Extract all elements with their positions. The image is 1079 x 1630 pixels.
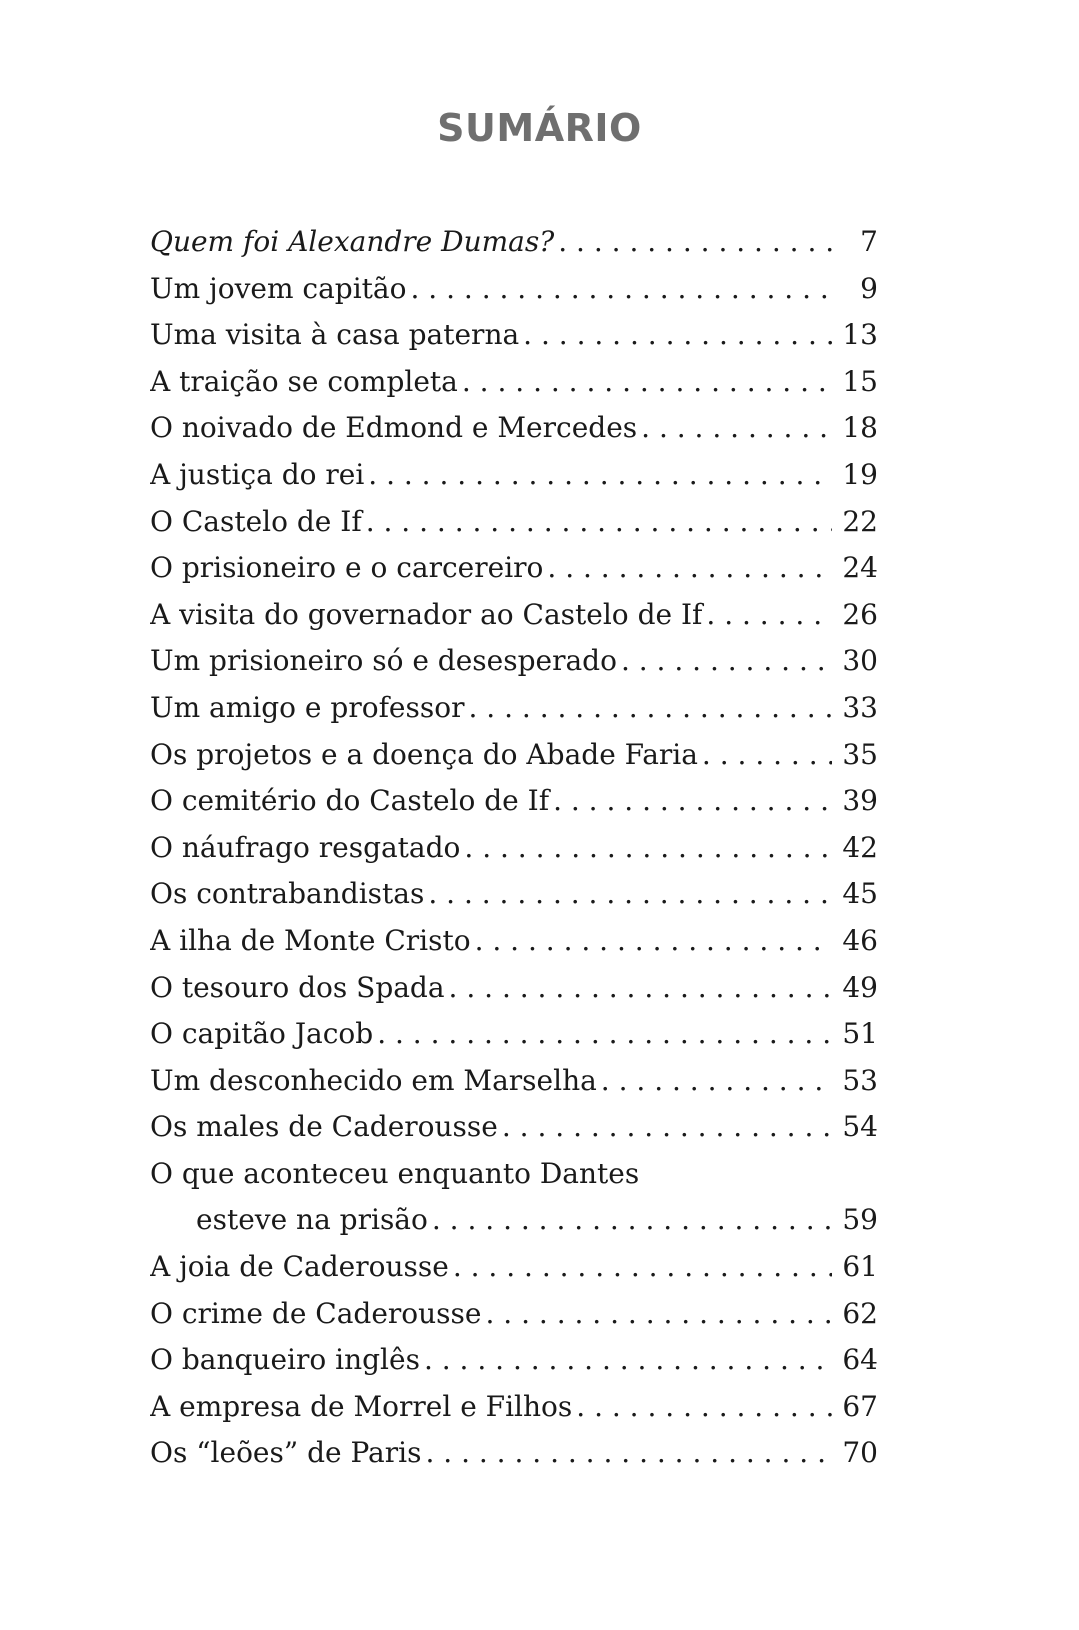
toc-entry-page: 18 — [842, 411, 878, 445]
toc-entry-title: A traição se completa — [150, 364, 458, 398]
toc-entry-page: 46 — [842, 923, 878, 957]
dot-leader — [464, 825, 832, 872]
dot-leader — [366, 499, 832, 546]
toc-entry — [150, 592, 878, 639]
toc-entry-page: 39 — [842, 784, 878, 818]
toc-entry — [150, 219, 878, 266]
toc-entry — [150, 359, 878, 406]
toc-entry-page: 54 — [842, 1110, 878, 1144]
toc-entry-title: O náufrago resgatado — [150, 830, 461, 864]
toc-entry — [150, 1058, 878, 1105]
toc-entry-title: Um desconhecido em Marselha — [150, 1063, 597, 1097]
table-of-contents — [150, 219, 878, 1477]
toc-entry — [150, 778, 878, 825]
toc-entry — [150, 965, 878, 1012]
toc-entry-title: Os projetos e a doença do Abade Faria — [150, 737, 698, 771]
toc-entry — [150, 871, 878, 918]
toc-entry-title: A justiça do rei — [150, 457, 365, 491]
toc-entry — [150, 1384, 878, 1431]
toc-entry — [150, 1104, 878, 1151]
toc-entry-title: O banqueiro inglês — [150, 1343, 420, 1377]
toc-entry-page: 33 — [842, 690, 878, 724]
dot-leader — [468, 685, 832, 732]
toc-entry — [150, 685, 878, 732]
dot-leader — [702, 732, 832, 779]
toc-entry-title: Uma visita à casa paterna — [150, 318, 520, 352]
toc-entry-page: 59 — [842, 1203, 878, 1237]
dot-leader — [428, 871, 832, 918]
dot-leader — [547, 545, 832, 592]
toc-entry-page: 42 — [842, 830, 878, 864]
dot-leader — [449, 965, 832, 1012]
toc-entry — [150, 545, 878, 592]
dot-leader — [523, 312, 832, 359]
toc-entry-title: Quem foi Alexandre Dumas? — [150, 225, 555, 258]
toc-entry-page: 22 — [842, 504, 878, 538]
toc-entry-page: 35 — [842, 737, 878, 771]
toc-entry-title: Um prisioneiro só e desesperado — [150, 644, 617, 678]
dot-leader — [377, 1011, 832, 1058]
dot-leader — [553, 778, 832, 825]
toc-entry-title: O crime de Caderousse — [150, 1296, 482, 1330]
toc-entry-title: A joia de Caderousse — [150, 1250, 449, 1284]
toc-entry — [150, 918, 878, 965]
dot-leader — [601, 1058, 832, 1105]
toc-entry-page: 62 — [842, 1296, 878, 1330]
toc-entry — [150, 732, 878, 779]
toc-entry-page: 30 — [842, 644, 878, 678]
toc-entry-title: O cemitério do Castelo de If — [150, 784, 550, 818]
toc-entry-continuation — [150, 1197, 878, 1244]
toc-entry-title: Os males de Caderousse — [150, 1110, 498, 1144]
dot-leader — [425, 1430, 832, 1477]
toc-entry-page: 64 — [842, 1343, 878, 1377]
toc-entry-page: 61 — [842, 1250, 878, 1284]
dot-leader — [453, 1244, 832, 1291]
dot-leader — [424, 1337, 832, 1384]
toc-entry — [150, 452, 878, 499]
dot-leader — [410, 266, 832, 313]
toc-entry-title: O noivado de Edmond e Mercedes — [150, 411, 638, 445]
toc-entry-page: 51 — [842, 1017, 878, 1051]
toc-entry-page: 24 — [842, 551, 878, 585]
toc-entry — [150, 312, 878, 359]
toc-entry-page: 49 — [842, 970, 878, 1004]
toc-entry-title: A ilha de Monte Cristo — [150, 923, 471, 957]
toc-entry-page: 67 — [842, 1389, 878, 1423]
toc-entry — [150, 1291, 878, 1338]
dot-leader — [502, 1104, 832, 1151]
toc-entry-title: Um amigo e professor — [150, 690, 465, 724]
dot-leader — [641, 405, 832, 452]
toc-entry-page: 9 — [860, 271, 878, 305]
toc-entry — [150, 1430, 878, 1477]
toc-entry-title: O Castelo de If — [150, 504, 362, 538]
dot-leader — [462, 359, 832, 406]
toc-entry-title: O tesouro dos Spada — [150, 970, 445, 1004]
toc-entry-page: 15 — [842, 364, 878, 398]
toc-entry — [150, 405, 878, 452]
dot-leader — [486, 1291, 833, 1338]
toc-entry-title: A visita do governador ao Castelo de If — [150, 597, 703, 631]
toc-entry-title: Os “leões” de Paris — [150, 1436, 422, 1470]
toc-entry-title: Um jovem capitão — [150, 271, 407, 305]
toc-entry — [150, 1244, 878, 1291]
toc-entry-first-line — [150, 1151, 878, 1198]
toc-entry-title: A empresa de Morrel e Filhos — [150, 1389, 573, 1423]
toc-entry-title: O prisioneiro e o carcereiro — [150, 551, 544, 585]
toc-entry-page: 70 — [842, 1436, 878, 1470]
toc-entry-page: 26 — [842, 597, 878, 631]
toc-entry-page: 19 — [842, 457, 878, 491]
toc-entry-page: 53 — [842, 1063, 878, 1097]
dot-leader — [706, 592, 832, 639]
toc-entry-page: 7 — [860, 225, 878, 258]
dot-leader — [475, 918, 832, 965]
toc-entry — [150, 825, 878, 872]
toc-entry — [150, 266, 878, 313]
dot-leader — [621, 638, 832, 685]
toc-entry-title: O que aconteceu enquanto Dantes — [150, 1156, 640, 1190]
dot-leader — [432, 1197, 832, 1244]
toc-entry-title: O capitão Jacob — [150, 1017, 374, 1051]
toc-entry-title-continuation: esteve na prisão — [196, 1203, 428, 1237]
toc-entry — [150, 1011, 878, 1058]
dot-leader — [368, 452, 832, 499]
dot-leader — [558, 219, 832, 266]
toc-entry — [150, 638, 878, 685]
toc-entry-title: Os contrabandistas — [150, 877, 425, 911]
toc-entry — [150, 1337, 878, 1384]
page-title: SUMÁRIO — [437, 106, 642, 150]
dot-leader — [576, 1384, 832, 1431]
toc-entry-page: 13 — [842, 318, 878, 352]
toc-entry — [150, 499, 878, 546]
toc-entry-page: 45 — [842, 877, 878, 911]
